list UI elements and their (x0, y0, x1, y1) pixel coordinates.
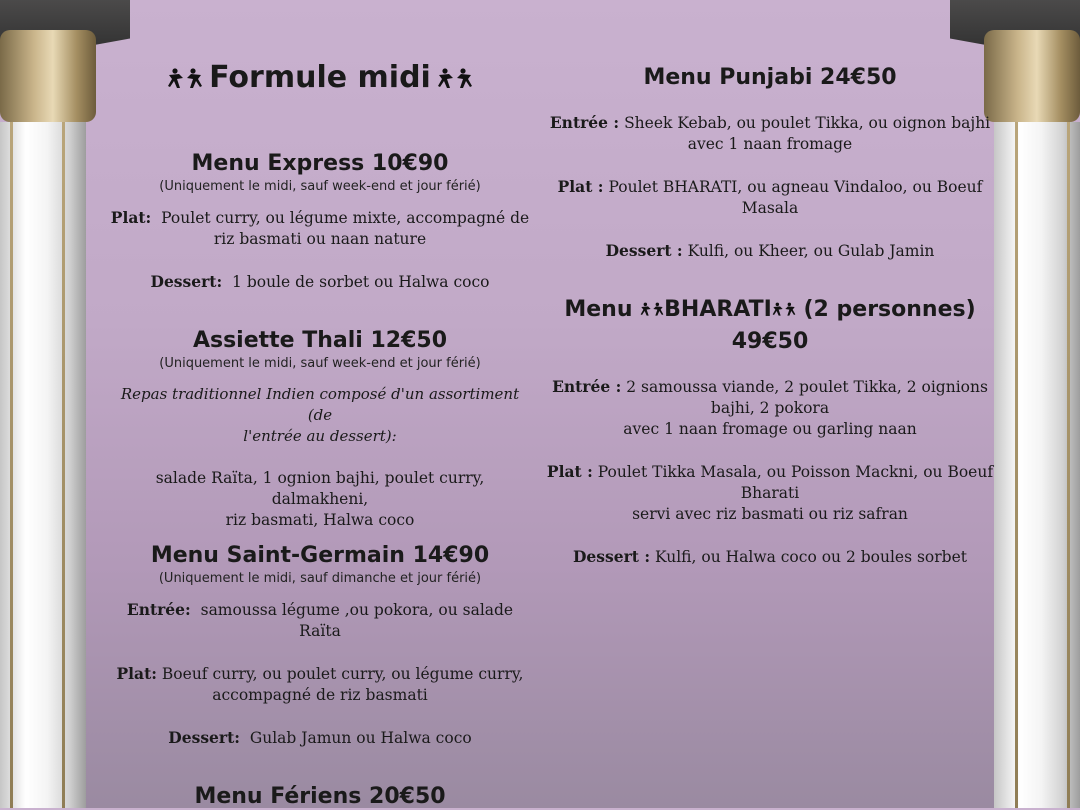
thali-description-line2: l'entrée au dessert): (243, 427, 397, 445)
entree-text-line2: avec 1 naan fromage (687, 135, 853, 153)
menu-saint-germain-note: (Uniquement le midi, sauf dimanche et jour férié) (158, 571, 482, 586)
bharati-plat (545, 461, 995, 483)
punjabi-dessert (545, 240, 995, 262)
dessert-text: Gulab Jamun ou Halwa coco (249, 729, 472, 747)
menu-express-note: (Uniquement le midi, sauf week-end et jour férié) (159, 179, 481, 194)
pillar-flute (1067, 122, 1070, 808)
menu-express-dessert (108, 271, 532, 293)
plat-label: Plat: (110, 208, 152, 227)
thali-description: Repas traditionnel Indien composé d'un assortiment (de (120, 385, 520, 424)
pillar-flute (62, 122, 65, 808)
entree-text-line2: bajhi, 2 pokora (710, 399, 830, 417)
menu-express-plat (108, 207, 532, 229)
dessert-text: Kulfi, ou Kheer, ou Gulab Jamin (687, 242, 935, 260)
thali-items-line2: riz basmati, Halwa coco (225, 511, 415, 529)
dancers-icon (167, 67, 203, 89)
saint-germain-dessert (108, 727, 532, 749)
entree-text: 2 samoussa viande, 2 poulet Tikka, 2 oignions (626, 378, 988, 396)
plat-text-line2: Bharati (740, 484, 800, 502)
menu-feriens-title: Menu Fériens 20€50 (194, 784, 446, 809)
menu-saint-germain-section (108, 543, 532, 749)
saint-germain-entree (108, 599, 532, 642)
bharati-dessert (545, 546, 995, 568)
punjabi-plat (545, 176, 995, 198)
left-pillar-decoration (0, 0, 110, 808)
menu-bharati-section (545, 297, 995, 568)
formule-midi-title: Formule midi (209, 60, 431, 95)
entree-text: samoussa légume ,ou pokora, ou salade Raïta (200, 601, 514, 640)
bharati-entree (545, 376, 995, 398)
entree-label: Entrée : (549, 113, 620, 132)
bharati-title-pre: Menu (564, 297, 633, 322)
menu-punjabi-section (545, 65, 995, 262)
plat-label: Plat: (116, 664, 157, 683)
pillar-gold-ring (984, 30, 1080, 122)
plat-text-line3: servi avec riz basmati ou riz safran (632, 505, 908, 523)
dancers-icon (640, 301, 664, 317)
assiette-thali-note: (Uniquement le midi, sauf week-end et jour férié) (159, 356, 481, 371)
dessert-label: Dessert: (168, 728, 240, 747)
entree-label: Entrée: (126, 600, 191, 619)
menu-feriens-section (108, 784, 532, 810)
plat-text-line2: Masala (741, 199, 799, 217)
left-menu-column (108, 60, 532, 810)
saint-germain-plat (108, 663, 532, 685)
bharati-title-post: (2 personnes) (803, 297, 976, 322)
plat-text-line2: riz basmati ou naan nature (213, 230, 427, 248)
dessert-label: Dessert : (572, 547, 651, 566)
dessert-text: Kulfi, ou Halwa coco ou 2 boules sorbet (654, 548, 967, 566)
assiette-thali-title: Assiette Thali 12€50 (192, 328, 448, 353)
pillar-flute (1015, 122, 1018, 808)
entree-text: Sheek Kebab, ou poulet Tikka, ou oignon bajhi (624, 114, 991, 132)
entree-label: Entrée : (552, 377, 622, 396)
plat-text: Poulet Tikka Masala, ou Poisson Mackni, ou Boeuf (597, 463, 994, 481)
plat-text-line2: accompagné de riz basmati (212, 686, 428, 704)
plat-label: Plat : (546, 462, 593, 481)
dessert-text: 1 boule de sorbet ou Halwa coco (232, 273, 490, 291)
right-menu-column (545, 65, 995, 568)
menu-express-title: Menu Express 10€90 (191, 151, 449, 176)
menu-express-section (108, 151, 532, 293)
plat-text: Boeuf curry, ou poulet curry, ou légume curry, (161, 665, 524, 683)
plat-label: Plat : (557, 177, 604, 196)
dessert-label: Dessert: (150, 272, 223, 291)
pillar-flute (10, 122, 13, 808)
bharati-title-name: BHARATI (664, 297, 772, 322)
entree-text-line3: avec 1 naan fromage ou garling naan (623, 420, 917, 438)
punjabi-entree (545, 112, 995, 134)
menu-punjabi-title: Menu Punjabi 24€50 (643, 65, 897, 90)
plat-text: Poulet BHARATI, ou agneau Vindaloo, ou Boeuf (608, 178, 983, 196)
dancers-icon (772, 301, 796, 317)
pillar-gold-ring (0, 30, 96, 122)
bharati-price: 49€50 (731, 329, 809, 354)
plat-text: Poulet curry, ou légume mixte, accompagné de (161, 209, 530, 227)
assiette-thali-section (108, 328, 532, 531)
menu-saint-germain-title: Menu Saint-Germain 14€90 (150, 543, 490, 568)
thali-items: salade Raïta, 1 ognion bajhi, poulet curry, dalmakheni, (155, 469, 485, 508)
dessert-label: Dessert : (605, 241, 683, 260)
menu-bharati-title (545, 297, 995, 323)
dancers-icon (437, 67, 473, 89)
formule-midi-heading (108, 60, 532, 95)
